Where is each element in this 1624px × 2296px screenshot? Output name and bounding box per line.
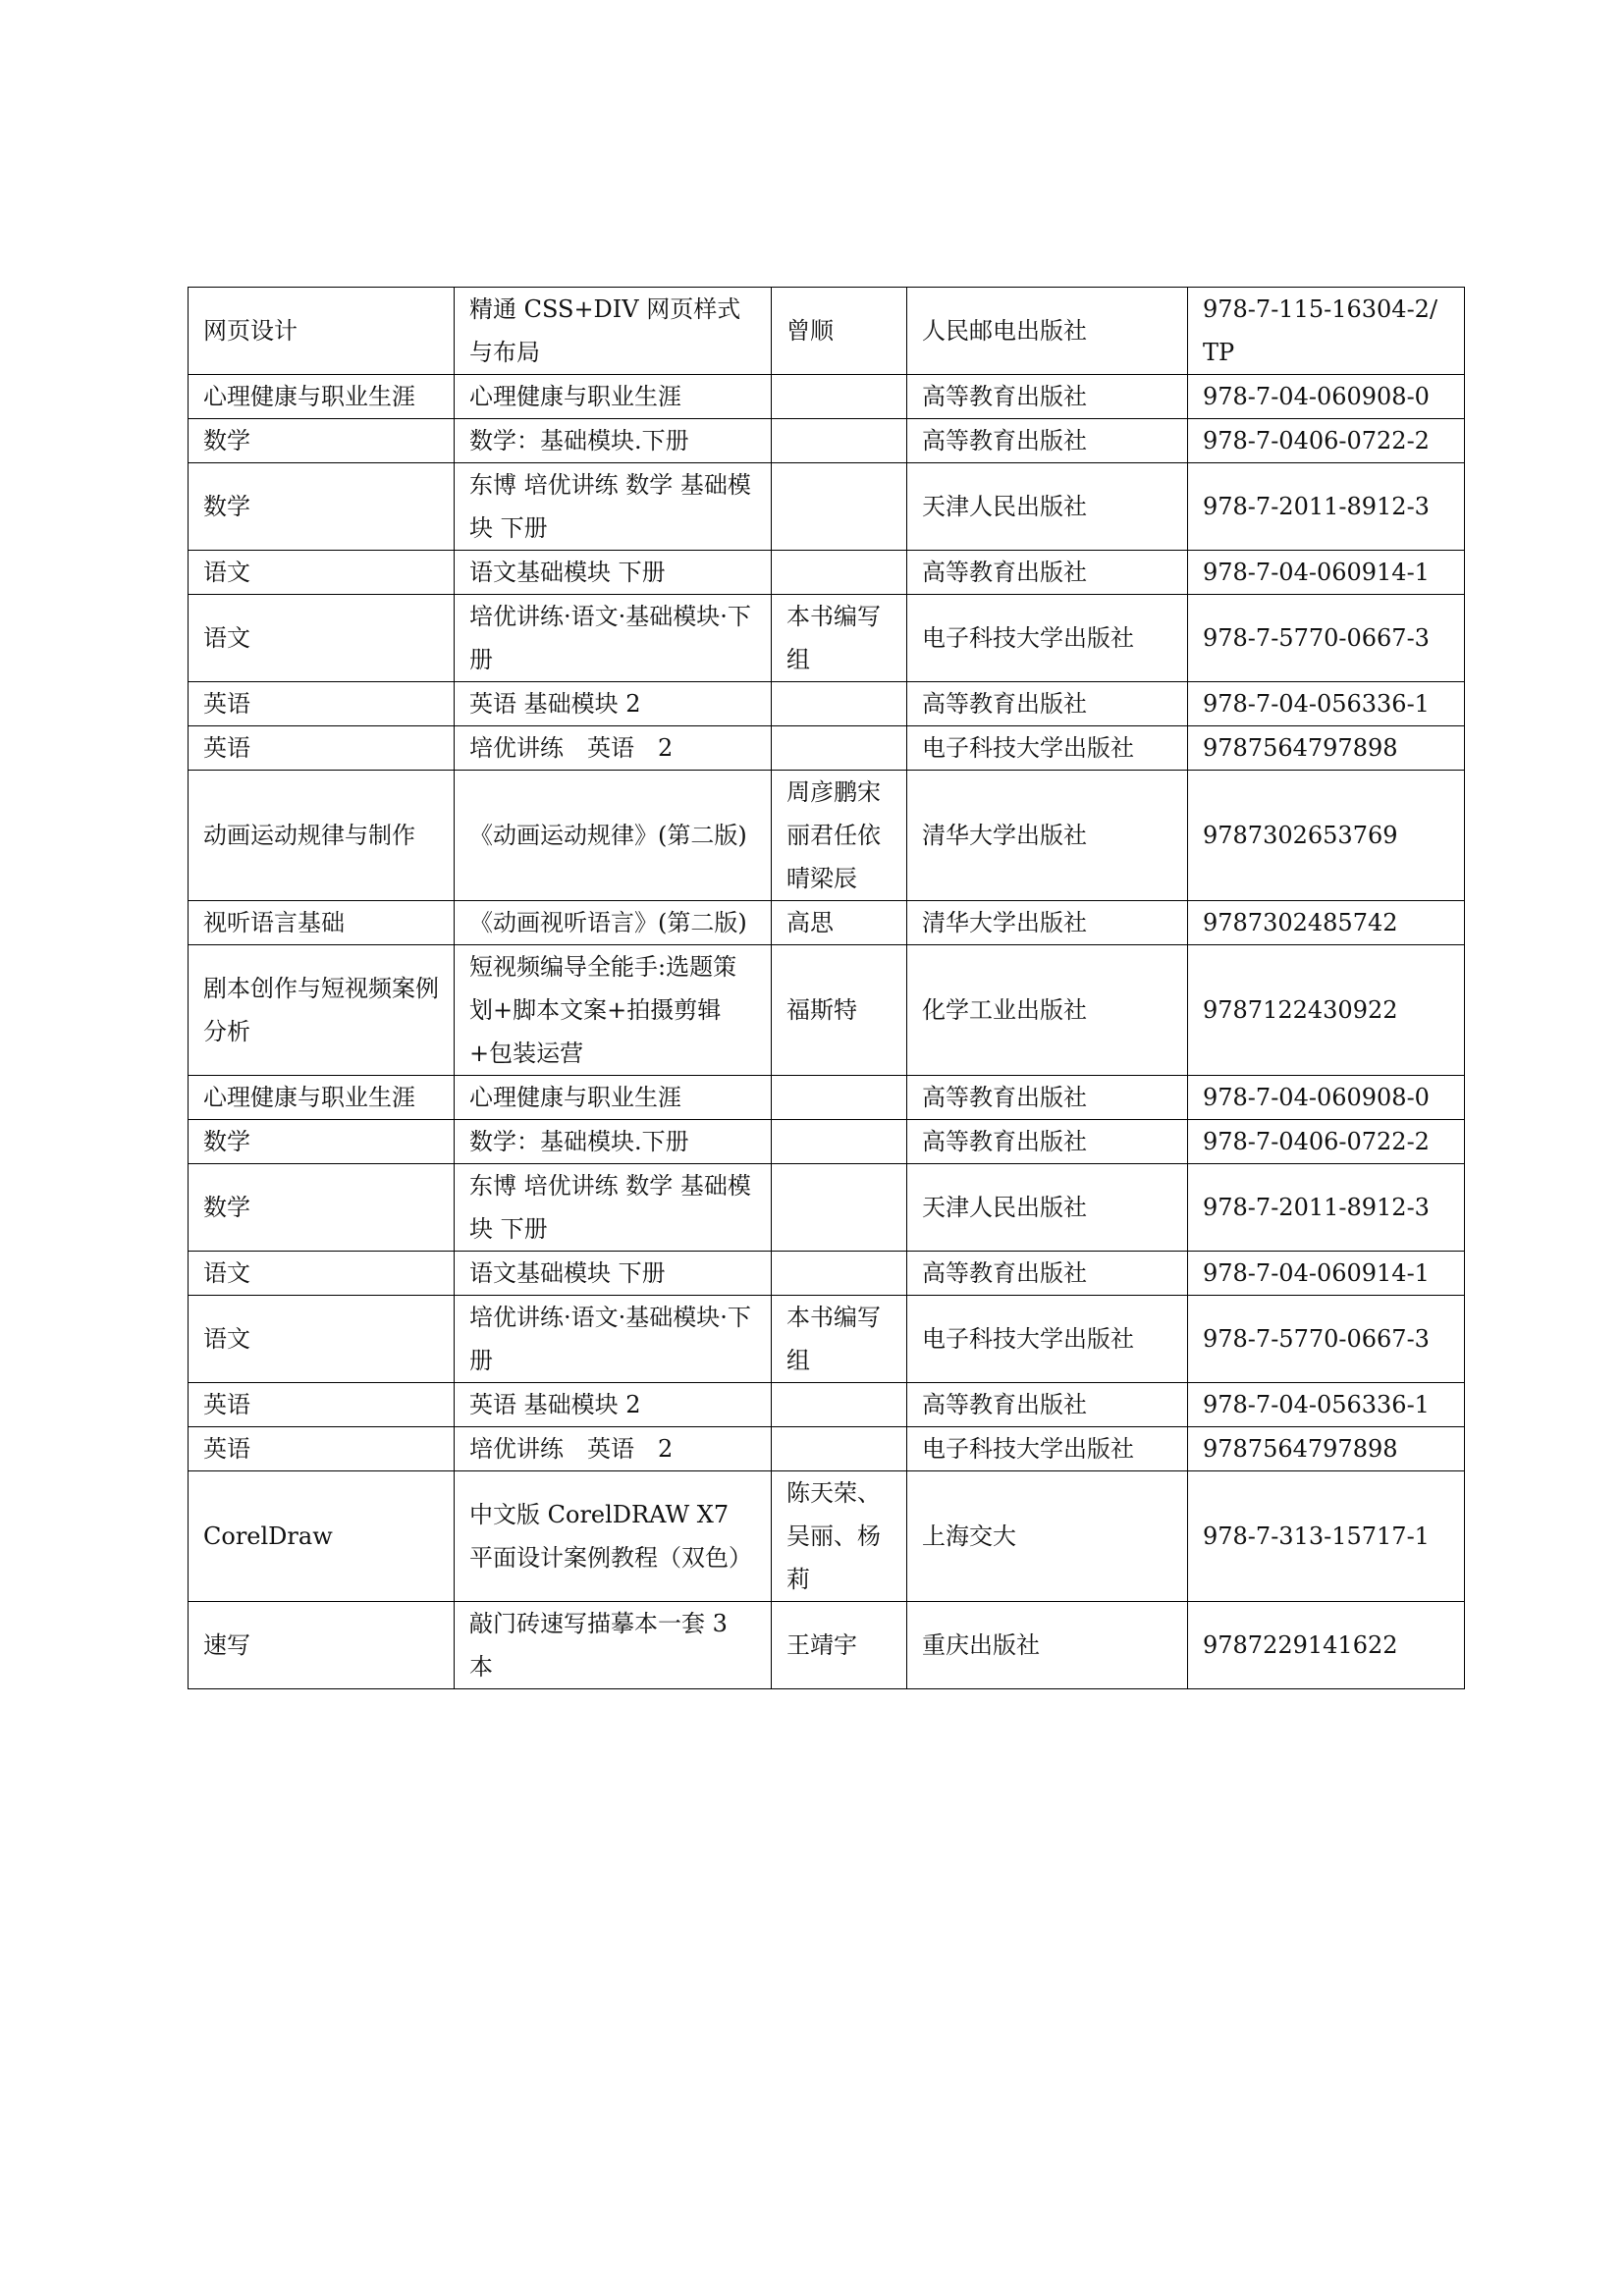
author-cell <box>772 1383 907 1427</box>
book-title-cell: 心理健康与职业生涯 <box>455 375 772 419</box>
book-title-cell: 《动画视听语言》(第二版) <box>455 901 772 945</box>
author-cell: 周彦鹏宋丽君任依晴梁辰 <box>772 771 907 901</box>
book-title-cell: 语文基础模块 下册 <box>455 551 772 595</box>
course-cell: 语文 <box>189 551 455 595</box>
course-cell: 语文 <box>189 1252 455 1296</box>
publisher-cell: 电子科技大学出版社 <box>907 595 1188 682</box>
course-cell: 视听语言基础 <box>189 901 455 945</box>
publisher-cell: 高等教育出版社 <box>907 375 1188 419</box>
isbn-cell: 978-7-04-060914-1 <box>1188 551 1465 595</box>
publisher-cell: 电子科技大学出版社 <box>907 726 1188 771</box>
course-cell: CorelDraw <box>189 1471 455 1602</box>
author-cell: 陈天荣、吴丽、杨莉 <box>772 1471 907 1602</box>
author-cell: 王靖宇 <box>772 1602 907 1689</box>
book-title-cell: 短视频编导全能手:选题策划+脚本文案+拍摄剪辑+包装运营 <box>455 945 772 1076</box>
table-row <box>189 595 1465 682</box>
book-title-cell: 英语 基础模块 2 <box>455 682 772 726</box>
book-title-cell: 数学：基础模块.下册 <box>455 419 772 463</box>
book-title-cell: 培优讲练·语文·基础模块·下册 <box>455 1296 772 1383</box>
author-cell <box>772 1076 907 1120</box>
table-row <box>189 375 1465 419</box>
table-row <box>189 288 1465 375</box>
table-row <box>189 682 1465 726</box>
isbn-cell: 978-7-313-15717-1 <box>1188 1471 1465 1602</box>
course-cell: 英语 <box>189 1383 455 1427</box>
isbn-cell: 9787122430922 <box>1188 945 1465 1076</box>
table-row <box>189 945 1465 1076</box>
author-cell: 曾顺 <box>772 288 907 375</box>
isbn-cell: 978-7-04-056336-1 <box>1188 1383 1465 1427</box>
course-cell: 英语 <box>189 726 455 771</box>
course-cell: 心理健康与职业生涯 <box>189 375 455 419</box>
publisher-cell: 电子科技大学出版社 <box>907 1296 1188 1383</box>
course-cell: 心理健康与职业生涯 <box>189 1076 455 1120</box>
publisher-cell: 高等教育出版社 <box>907 551 1188 595</box>
course-cell: 动画运动规律与制作 <box>189 771 455 901</box>
isbn-cell: 978-7-2011-8912-3 <box>1188 1164 1465 1252</box>
isbn-cell: 9787302485742 <box>1188 901 1465 945</box>
book-title-cell: 英语 基础模块 2 <box>455 1383 772 1427</box>
publisher-cell: 天津人民出版社 <box>907 1164 1188 1252</box>
publisher-cell: 高等教育出版社 <box>907 1252 1188 1296</box>
publisher-cell: 天津人民出版社 <box>907 463 1188 551</box>
isbn-cell: 978-7-5770-0667-3 <box>1188 1296 1465 1383</box>
table-row <box>189 771 1465 901</box>
publisher-cell: 化学工业出版社 <box>907 945 1188 1076</box>
course-cell: 网页设计 <box>189 288 455 375</box>
isbn-cell: 9787229141622 <box>1188 1602 1465 1689</box>
isbn-cell: 9787302653769 <box>1188 771 1465 901</box>
isbn-cell: 978-7-04-060908-0 <box>1188 1076 1465 1120</box>
table-row <box>189 1120 1465 1164</box>
publisher-cell: 高等教育出版社 <box>907 682 1188 726</box>
book-title-cell: 敲门砖速写描摹本一套 3 本 <box>455 1602 772 1689</box>
author-cell <box>772 1427 907 1471</box>
textbook-table-body <box>189 288 1465 1689</box>
isbn-cell: 9787564797898 <box>1188 726 1465 771</box>
publisher-cell: 高等教育出版社 <box>907 419 1188 463</box>
isbn-cell: 978-7-04-060914-1 <box>1188 1252 1465 1296</box>
book-title-cell: 培优讲练·语文·基础模块·下册 <box>455 595 772 682</box>
author-cell <box>772 682 907 726</box>
book-title-cell: 精通 CSS+DIV 网页样式与布局 <box>455 288 772 375</box>
author-cell <box>772 551 907 595</box>
publisher-cell: 上海交大 <box>907 1471 1188 1602</box>
course-cell: 语文 <box>189 595 455 682</box>
author-cell: 福斯特 <box>772 945 907 1076</box>
table-row <box>189 1076 1465 1120</box>
book-title-cell: 中文版 CorelDRAW X7 平面设计案例教程（双色） <box>455 1471 772 1602</box>
table-row <box>189 1252 1465 1296</box>
publisher-cell: 电子科技大学出版社 <box>907 1427 1188 1471</box>
author-cell <box>772 1120 907 1164</box>
table-row <box>189 419 1465 463</box>
publisher-cell: 清华大学出版社 <box>907 901 1188 945</box>
table-row <box>189 1602 1465 1689</box>
publisher-cell: 高等教育出版社 <box>907 1076 1188 1120</box>
publisher-cell: 重庆出版社 <box>907 1602 1188 1689</box>
course-cell: 剧本创作与短视频案例分析 <box>189 945 455 1076</box>
isbn-cell: 978-7-115-16304-2/TP <box>1188 288 1465 375</box>
course-cell: 数学 <box>189 419 455 463</box>
table-row <box>189 1164 1465 1252</box>
textbook-table <box>188 287 1465 1689</box>
author-cell: 本书编写组 <box>772 1296 907 1383</box>
author-cell <box>772 726 907 771</box>
book-title-cell: 《动画运动规律》(第二版) <box>455 771 772 901</box>
course-cell: 数学 <box>189 1164 455 1252</box>
author-cell <box>772 375 907 419</box>
book-title-cell: 心理健康与职业生涯 <box>455 1076 772 1120</box>
table-row <box>189 901 1465 945</box>
table-row <box>189 1471 1465 1602</box>
course-cell: 英语 <box>189 1427 455 1471</box>
table-row <box>189 551 1465 595</box>
book-title-cell: 语文基础模块 下册 <box>455 1252 772 1296</box>
author-cell: 高思 <box>772 901 907 945</box>
isbn-cell: 978-7-0406-0722-2 <box>1188 1120 1465 1164</box>
table-row <box>189 1296 1465 1383</box>
isbn-cell: 978-7-5770-0667-3 <box>1188 595 1465 682</box>
course-cell: 英语 <box>189 682 455 726</box>
table-row <box>189 463 1465 551</box>
course-cell: 速写 <box>189 1602 455 1689</box>
isbn-cell: 978-7-04-056336-1 <box>1188 682 1465 726</box>
author-cell <box>772 463 907 551</box>
author-cell <box>772 419 907 463</box>
author-cell <box>772 1164 907 1252</box>
author-cell <box>772 1252 907 1296</box>
book-title-cell: 东博 培优讲练 数学 基础模块 下册 <box>455 463 772 551</box>
isbn-cell: 978-7-2011-8912-3 <box>1188 463 1465 551</box>
isbn-cell: 978-7-04-060908-0 <box>1188 375 1465 419</box>
course-cell: 数学 <box>189 463 455 551</box>
course-cell: 数学 <box>189 1120 455 1164</box>
table-row <box>189 1383 1465 1427</box>
course-cell: 语文 <box>189 1296 455 1383</box>
publisher-cell: 高等教育出版社 <box>907 1120 1188 1164</box>
book-title-cell: 东博 培优讲练 数学 基础模块 下册 <box>455 1164 772 1252</box>
publisher-cell: 人民邮电出版社 <box>907 288 1188 375</box>
book-title-cell: 培优讲练 英语 2 <box>455 1427 772 1471</box>
table-row <box>189 1427 1465 1471</box>
book-title-cell: 数学：基础模块.下册 <box>455 1120 772 1164</box>
isbn-cell: 978-7-0406-0722-2 <box>1188 419 1465 463</box>
author-cell: 本书编写组 <box>772 595 907 682</box>
book-title-cell: 培优讲练 英语 2 <box>455 726 772 771</box>
publisher-cell: 清华大学出版社 <box>907 771 1188 901</box>
publisher-cell: 高等教育出版社 <box>907 1383 1188 1427</box>
isbn-cell: 9787564797898 <box>1188 1427 1465 1471</box>
table-row <box>189 726 1465 771</box>
